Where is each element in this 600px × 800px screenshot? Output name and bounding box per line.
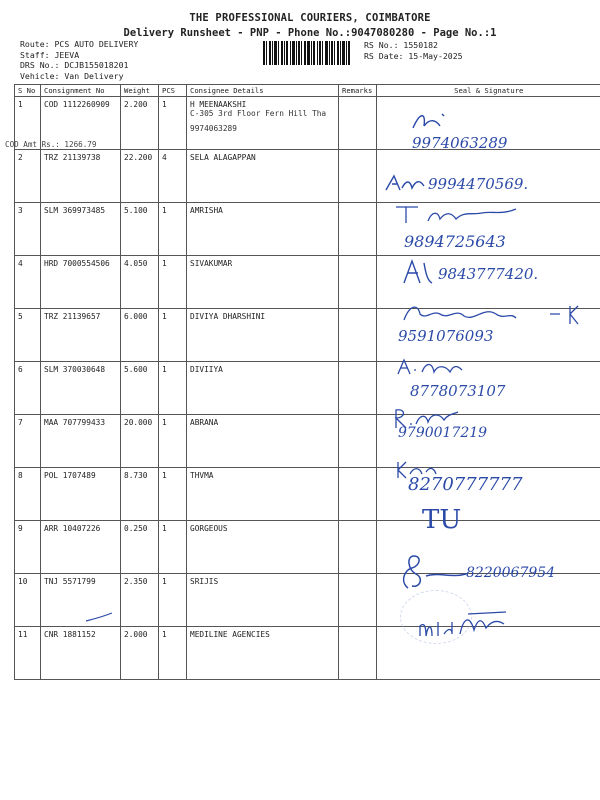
cell-remarks <box>339 150 377 203</box>
consignee-name: H MEENAAKSHI <box>190 100 247 109</box>
handwritten-phone: 9974063289 <box>412 134 508 152</box>
handwritten-phone: 9843777420. <box>438 265 539 283</box>
cell-pcs: 1 <box>159 574 187 627</box>
signature-scribble <box>396 356 466 378</box>
table-header-row <box>15 85 600 97</box>
runsheet-table <box>14 84 600 680</box>
consignee-phone: 9974063289 <box>190 124 237 133</box>
cell-consignment: TNJ 5571799 <box>41 574 121 627</box>
cell-weight: 4.050 <box>121 256 159 309</box>
handwritten-phone: 9591076093 <box>398 327 494 345</box>
col-sno: S No <box>15 85 41 97</box>
rs-number: RS No.: 1550182 <box>364 40 438 50</box>
cell-consignee: ABRANA <box>187 415 339 468</box>
cell-consignee: SRIJIS <box>187 574 339 627</box>
cell-sno: 7 <box>15 415 41 468</box>
handwritten-phone: 8778073107 <box>410 382 506 400</box>
staff-line: Staff: JEEVA <box>20 49 80 60</box>
cell-pcs: 1 <box>159 309 187 362</box>
cell-consignee: THVMA <box>187 468 339 521</box>
cell-sno: 3 <box>15 203 41 256</box>
signature-scribble <box>410 108 450 134</box>
drs-line: DRS No.: DCJB155018201 <box>20 60 129 70</box>
cell-consignee: GORGEOUS <box>187 521 339 574</box>
cell-sno: 1 <box>15 97 41 150</box>
cell-weight: 22.200 <box>121 150 159 203</box>
cell-remarks <box>339 468 377 521</box>
signature-scribble <box>416 610 512 640</box>
cell-remarks <box>339 627 377 680</box>
cell-consignee: DIVIIYA <box>187 362 339 415</box>
cell-pcs: 1 <box>159 521 187 574</box>
cell-sno: 10 <box>15 574 41 627</box>
vehicle-line: Vehicle: Van Delivery <box>20 70 124 81</box>
cell-weight: 2.200 <box>121 97 159 150</box>
cell-remarks <box>339 362 377 415</box>
cell-pcs: 1 <box>159 362 187 415</box>
cell-sno: 6 <box>15 362 41 415</box>
cell-remarks <box>339 521 377 574</box>
consignee-address: C-305 3rd Floor Fern Hill Tha <box>190 109 327 118</box>
cell-remarks <box>339 203 377 256</box>
cell-consignment: ARR 10407226 <box>41 521 121 574</box>
handwritten-phone: 8270777777 <box>408 474 523 495</box>
cell-consignment: SLM 369973485 <box>41 203 121 256</box>
cell-sno: 8 <box>15 468 41 521</box>
col-remarks: Remarks <box>339 85 377 97</box>
route-info <box>20 39 138 81</box>
cell-remarks <box>339 415 377 468</box>
route-line: Route: PCS AUTO DELIVERY <box>20 39 139 49</box>
cell-weight: 20.000 <box>121 415 159 468</box>
cell-consignment: COD 1112260909 <box>41 97 121 150</box>
cell-weight: 0.250 <box>121 521 159 574</box>
col-consignment: Consignment No <box>41 85 121 97</box>
signature-scribble <box>392 203 522 227</box>
cell-sno: 4 <box>15 256 41 309</box>
cell-pcs: 1 <box>159 203 187 256</box>
table-row <box>15 627 600 680</box>
signature-scribble <box>384 172 428 194</box>
cell-consignment: MAA 707799433 <box>41 415 121 468</box>
cell-weight: 2.000 <box>121 627 159 680</box>
cell-sno: 2 <box>15 150 41 203</box>
cell-remarks <box>339 309 377 362</box>
rs-date: RS Date: 15-May-2025 <box>364 50 463 61</box>
handwritten-phone: 9994470569. <box>428 175 529 193</box>
cell-consignee: DIVIYA DHARSHINI <box>187 309 339 362</box>
cell-weight: 2.350 <box>121 574 159 627</box>
cell-consignment: HRD 7000554506 <box>41 256 121 309</box>
signature-scribble <box>398 552 468 592</box>
table-row <box>15 97 600 150</box>
cod-amount: COD Amt Rs.: 1266.79 <box>5 140 97 149</box>
signature-scribble <box>398 255 438 287</box>
cell-consignee <box>187 97 339 150</box>
cell-remarks <box>339 97 377 150</box>
cell-consignee: AMRISHA <box>187 203 339 256</box>
pen-underline <box>84 611 114 623</box>
cell-consignment: TRZ 21139657 <box>41 309 121 362</box>
cell-pcs: 1 <box>159 97 187 150</box>
table-row <box>15 362 600 415</box>
cell-weight: 8.730 <box>121 468 159 521</box>
table-row <box>15 415 600 468</box>
cell-pcs: 1 <box>159 468 187 521</box>
cell-pcs: 1 <box>159 415 187 468</box>
col-consignee: Consignee Details <box>187 85 339 97</box>
cell-sno: 9 <box>15 521 41 574</box>
cell-consignment: CNR 1881152 <box>41 627 121 680</box>
cell-pcs: 1 <box>159 256 187 309</box>
cell-consignee: SIVAKUMAR <box>187 256 339 309</box>
cell-sno: 5 <box>15 309 41 362</box>
col-signature: Seal & Signature <box>377 85 600 97</box>
handwritten-phone: 8220067954 <box>466 565 556 581</box>
runsheet-subtitle: Delivery Runsheet - PNP - Phone No.:9047080280 - Page No.:1 <box>123 27 497 39</box>
cell-remarks <box>339 574 377 627</box>
cell-pcs: 1 <box>159 627 187 680</box>
cell-consignment: SLM 370030648 <box>41 362 121 415</box>
col-weight: Weight <box>121 85 159 97</box>
col-pcs: PCS <box>159 85 187 97</box>
cell-sno: 11 <box>15 627 41 680</box>
cell-consignment: TRZ 21139738 <box>41 150 121 203</box>
handwritten-phone: 9894725643 <box>404 232 506 251</box>
cell-consignment: POL 1707489 <box>41 468 121 521</box>
barcode <box>263 41 351 65</box>
signature-scribble <box>400 300 580 330</box>
cell-consignee: MEDILINE AGENCIES <box>187 627 339 680</box>
cell-remarks <box>339 256 377 309</box>
handwritten-mark: TU <box>422 505 462 535</box>
cell-weight: 5.600 <box>121 362 159 415</box>
handwritten-phone: 9790017219 <box>398 425 488 441</box>
company-title: THE PROFESSIONAL COURIERS, COIMBATORE <box>189 12 431 24</box>
cell-consignee: SELA ALAGAPPAN <box>187 150 339 203</box>
rs-info <box>364 40 463 61</box>
cell-weight: 6.000 <box>121 309 159 362</box>
cell-weight: 5.100 <box>121 203 159 256</box>
cell-pcs: 4 <box>159 150 187 203</box>
